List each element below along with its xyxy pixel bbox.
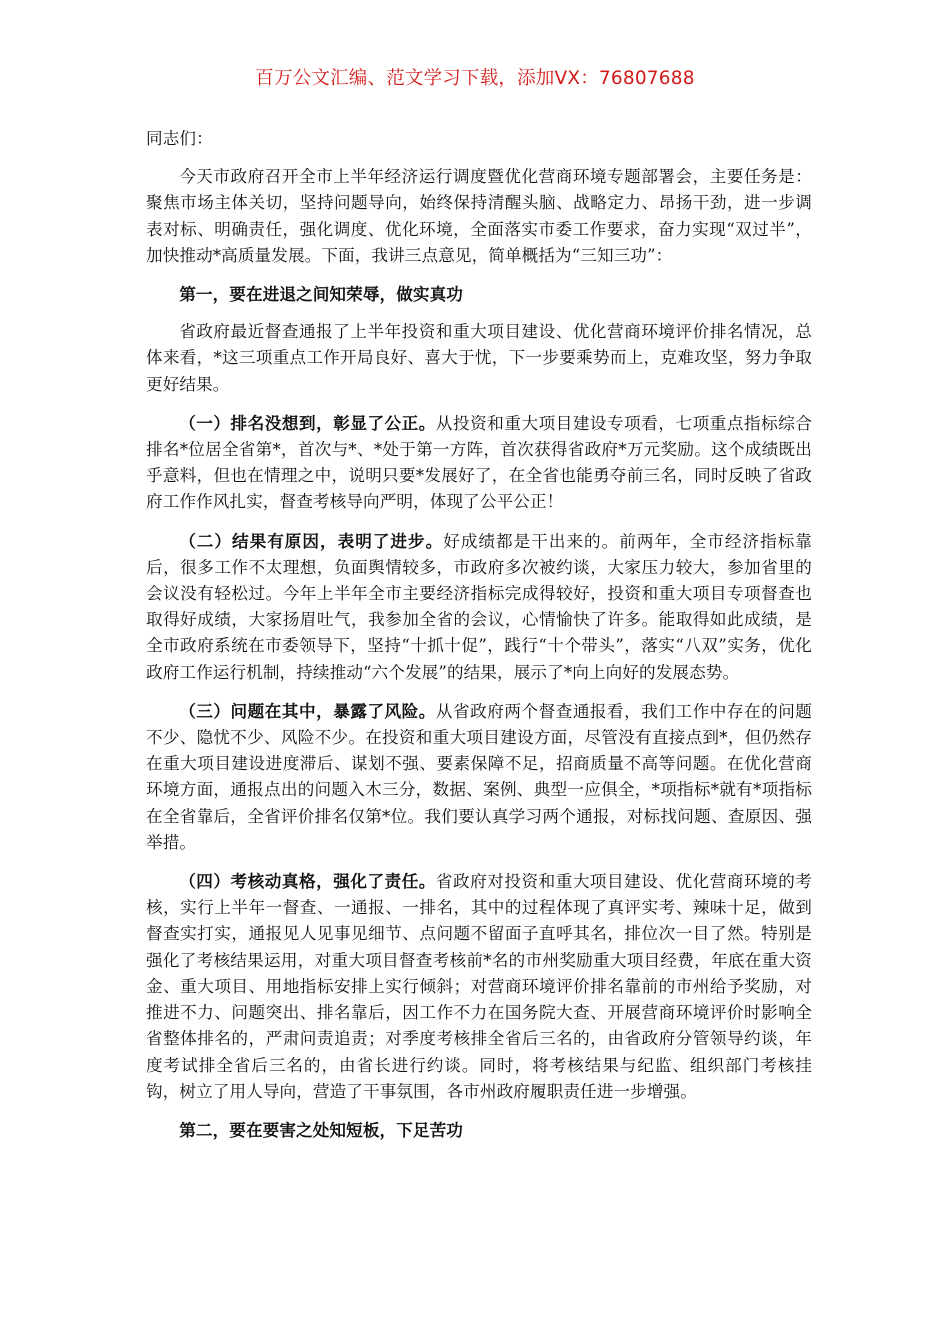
item-2-title: （二）结果有原因，表明了进步。 [179,530,444,551]
intro-paragraph: 今天市政府召开全市上半年经济运行调度暨优化营商环境专题部署会，主要任务是：聚焦市场主体关切，坚持问题导向，始终保持清醒头脑、战略定力、昂扬干劲，进一步调表对标、明确责任，强化调度、优化环境，全面落实市委工作要求，奋力实现“双过半”，加快推动*高质量发展。下面，我讲三点意见，简单概括为“三知三功”： [146,167,812,265]
section-2-title: 第二，要在要害之处知短板，下足苦功 [179,1119,463,1140]
promo-header: 百万公文汇编、范文学习下载，添加VX：76807688 [255,68,695,89]
item-4-body: 省政府对投资和重大项目建设、优化营商环境的考核，实行上半年一督查、一通报、一排名，其中的过程体现了真评实考、辣味十足，做到督查实打实，通报见人见事见细节、点问题不留面子直呼其名，排位次一目了然。特别是强化了考核结果运用，对重大项目督查考核前*名的市州奖励重大项目经费，年底在重大资金、重大项目、用地指标安排上实行倾斜；对营商环境评价排名靠前的市州给予奖励，对推进不力、问题突出、排名靠后，因工作不力在国务院大查、开展营商环境评价时影响全省整体排名的，严肃问责追责；对季度考核排全省后三名的，由省政府分管领导约谈，年度考试排全省后三名的，由省长进行约谈。同时，将考核结果与纪监、组织部门考核挂钩，树立了用人导向，营造了干事氛围，各市州政府履职责任进一步增强。 [146,872,812,1101]
item-1-title: （一）排名没想到，彰显了公正。 [179,412,436,433]
item-4-paragraph [146,868,812,1105]
item-2-paragraph [146,528,812,686]
item-3-paragraph [146,698,812,856]
section-1-intro: 省政府最近督查通报了上半年投资和重大项目建设、优化营商环境评价排名情况，总体来看，*这三项重点工作开局良好、喜大于忧，下一步要乘势而上，克难攻坚，努力争取更好结果。 [146,322,812,394]
item-1-body: 从投资和重大项目建设专项看，七项重点指标综合排名*位居全省第*，首次与*、*处于第一方阵，首次获得省政府*万元奖励。这个成绩既出乎意料，但也在情理之中，说明只要*发展好了，在全省也能勇夺前三名，同时反映了省政府工作作风扎实，督查考核导向严明，体现了公平公正！ [146,413,812,512]
section-1-title: 第一，要在进退之间知荣辱，做实真功 [179,284,463,305]
item-2-body: 好成绩都是干出来的。前两年，全市经济指标靠后，很多工作不太理想，负面舆情较多，市政府多次被约谈，大家压力较大，参加省里的会议没有轻松过。今年上半年全市主要经济指标完成得较好，投资和重大项目专项督查也取得好成绩，大家扬眉吐气，我参加全省的会议，心情愉快了许多。能取得如此成绩，是全市政府系统在市委领导下，坚持“十抓十促”，践行“十个带头”，落实“八双”实务，优化政府工作运行机制，持续推动“六个发展”的结果，展示了*向上向好的发展态势。 [146,531,812,682]
document-body [146,126,812,1155]
salutation: 同志们： [146,129,213,148]
item-1-paragraph [146,410,812,516]
item-4-title: （四）考核动真格，强化了责任。 [179,871,436,892]
item-3-body: 从省政府两个督查通报看，我们工作中存在的问题不少、隐忧不少、风险不少。在投资和重大项目建设方面，尽管没有直接点到*，但仍然存在重大项目建设进度滞后、谋划不强、要素保障不足，招商质量不高等问题。在优化营商环境方面，通报点出的问题入木三分，数据、案例、典型一应俱全，*项指标*就有*项指标在全省靠后，全省评价排名仅第*位。我们要认真学习两个通报，对标找问题、查原因、强举措。 [146,701,812,852]
item-3-title: （三）问题在其中，暴露了风险。 [179,700,436,721]
